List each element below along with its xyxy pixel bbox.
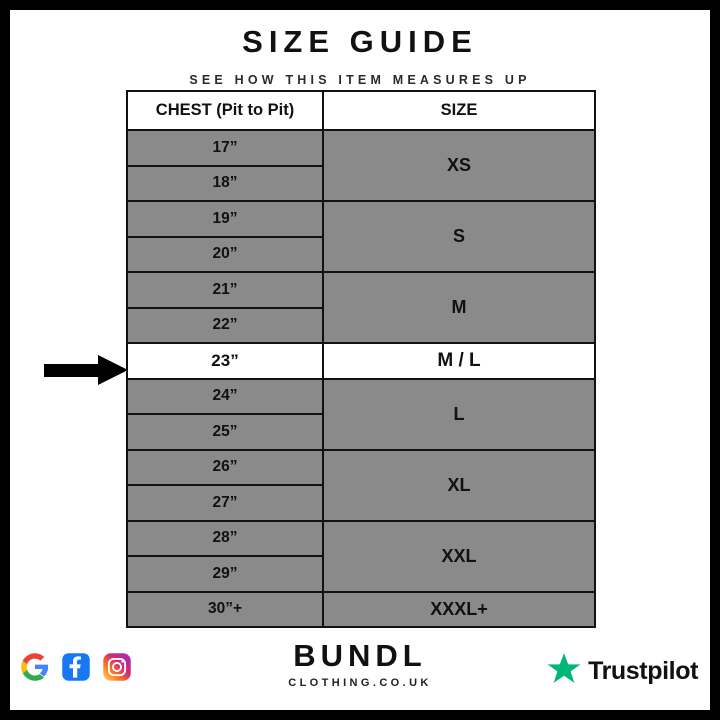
chest-value: 30”+ bbox=[127, 592, 323, 628]
column-header-size: SIZE bbox=[323, 91, 595, 130]
brand-name: BUNDL bbox=[293, 638, 427, 673]
chest-value: 22” bbox=[127, 308, 323, 344]
size-value: M / L bbox=[323, 343, 595, 379]
size-value: XXXL+ bbox=[323, 592, 595, 628]
chest-value: 20” bbox=[127, 237, 323, 273]
chest-value: 21” bbox=[127, 272, 323, 308]
size-value: XL bbox=[323, 450, 595, 521]
size-table-wrap bbox=[126, 90, 594, 628]
size-value: XS bbox=[323, 130, 595, 201]
table-row bbox=[127, 592, 595, 628]
column-header-chest: CHEST (Pit to Pit) bbox=[127, 91, 323, 130]
table-row bbox=[127, 450, 595, 486]
trustpilot-label: Trustpilot bbox=[588, 657, 698, 685]
chest-value: 19” bbox=[127, 201, 323, 237]
chest-value: 26” bbox=[127, 450, 323, 486]
table-row-highlighted bbox=[127, 343, 595, 379]
trustpilot-star-icon bbox=[547, 652, 581, 691]
chest-value: 17” bbox=[127, 130, 323, 166]
table-row bbox=[127, 272, 595, 308]
chest-value: 29” bbox=[127, 556, 323, 592]
size-value: L bbox=[323, 379, 595, 450]
table-header-row bbox=[127, 91, 595, 130]
page-title: SIZE GUIDE bbox=[242, 24, 478, 59]
chest-value: 27” bbox=[127, 485, 323, 521]
chest-value: 24” bbox=[127, 379, 323, 415]
trustpilot-logo[interactable] bbox=[547, 652, 698, 691]
chest-value: 23” bbox=[127, 343, 323, 379]
highlight-arrow-icon bbox=[44, 355, 130, 385]
table-row bbox=[127, 521, 595, 557]
size-guide-card bbox=[10, 10, 710, 710]
chest-value: 18” bbox=[127, 166, 323, 202]
size-value: XXL bbox=[323, 521, 595, 592]
footer bbox=[10, 624, 710, 710]
brand-subtitle: CLOTHING.CO.UK bbox=[288, 677, 432, 689]
page-subtitle: SEE HOW THIS ITEM MEASURES UP bbox=[189, 73, 531, 87]
size-table bbox=[126, 90, 596, 628]
size-value: S bbox=[323, 201, 595, 272]
chest-value: 25” bbox=[127, 414, 323, 450]
table-row bbox=[127, 201, 595, 237]
table-row bbox=[127, 130, 595, 166]
table-row bbox=[127, 379, 595, 415]
chest-value: 28” bbox=[127, 521, 323, 557]
size-value: M bbox=[323, 272, 595, 343]
